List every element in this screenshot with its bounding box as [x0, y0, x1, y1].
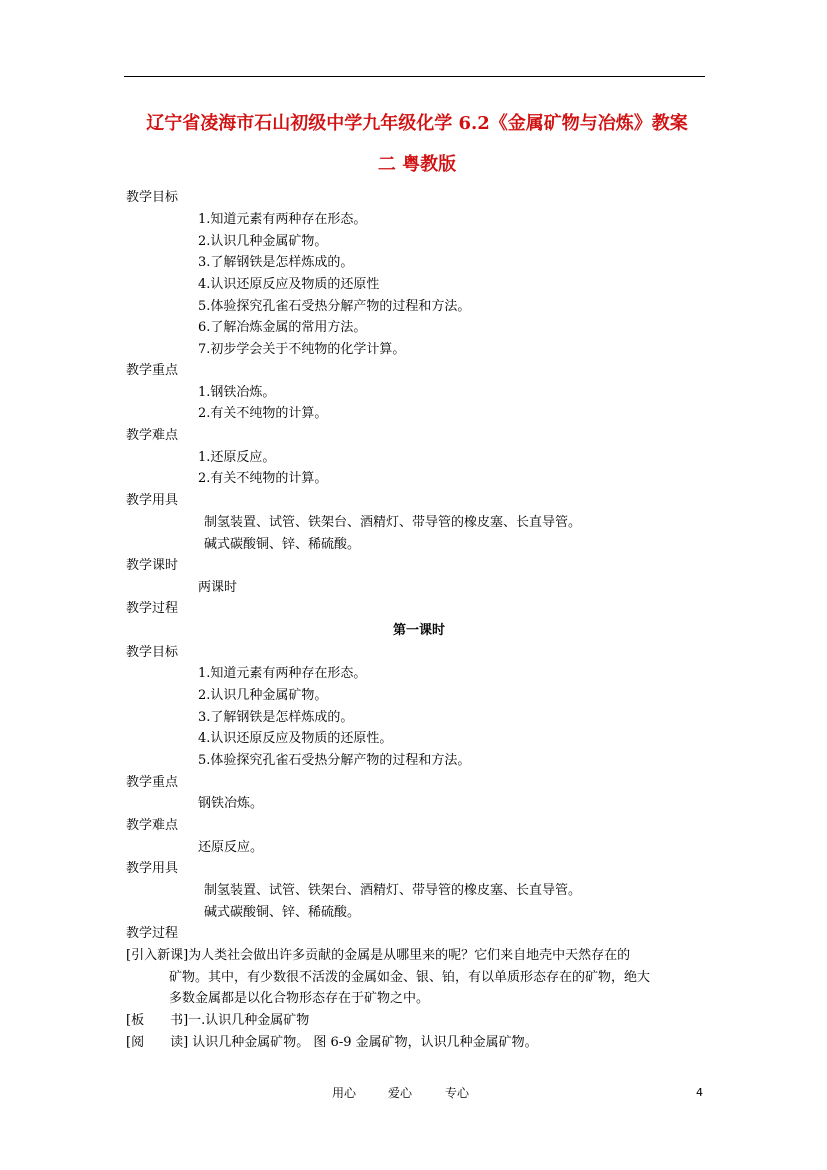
objective-item: 5.体验探究孔雀石受热分解产物的过程和方法。: [198, 299, 471, 314]
lesson-tools-item: 制氢装置、试管、铁架台、酒精灯、带导管的橡皮塞、长直导管。: [204, 883, 582, 898]
tools-item: 碱式碳酸铜、锌、稀硫酸。: [204, 537, 361, 552]
lesson-key-points-heading: 教学重点: [126, 775, 179, 790]
board-label: [板 书]: [126, 1013, 189, 1028]
lesson-key-point: 钢铁冶炼。: [198, 796, 264, 811]
lesson-process-heading: 教学过程: [126, 926, 179, 941]
page-number: 4: [696, 1086, 703, 1099]
objective-item: 4.认识还原反应及物质的还原性: [198, 277, 380, 292]
objective-item: 2.认识几种金属矿物。: [198, 234, 328, 249]
board-text: 一.认识几种金属矿物: [188, 1013, 310, 1028]
lesson-tools-item: 碱式碳酸铜、锌、稀硫酸。: [204, 905, 361, 920]
document-title-line-2: 二 粤教版: [377, 154, 457, 175]
reading-text: 认识几种金属矿物。 图 6-9 金属矿物，认识几种金属矿物。: [188, 1035, 538, 1050]
difficulty-item: 1.还原反应。: [198, 450, 276, 465]
key-point-item: 1.钢铁冶炼。: [198, 385, 276, 400]
objective-item: 6.了解冶炼金属的常用方法。: [198, 320, 367, 335]
footer-motto: 爱心: [388, 1086, 413, 1100]
footer-motto: 专心: [445, 1086, 470, 1100]
lesson-objective-item: 3.了解钢铁是怎样炼成的。: [198, 710, 354, 725]
key-points-heading: 教学重点: [126, 363, 179, 378]
lesson-1-title: 第一课时: [392, 623, 445, 638]
reading-note: [126, 1035, 538, 1051]
objective-item: 7.初步学会关于不纯物的化学计算。: [198, 342, 406, 357]
difficulty-item: 2.有关不纯物的计算。: [198, 471, 328, 486]
lesson-difficulty: 还原反应。: [198, 840, 264, 855]
lesson-tools-heading: 教学用具: [126, 861, 179, 876]
lesson-difficulties-heading: 教学难点: [126, 818, 179, 833]
document-title-line-1: 辽宁省凌海市石山初级中学九年级化学 6.2《金属矿物与冶炼》教案: [146, 113, 688, 134]
hours-value: 两课时: [198, 580, 238, 595]
footer-motto: 用心: [332, 1086, 357, 1100]
lesson-objective-item: 4.认识还原反应及物质的还原性。: [198, 731, 393, 746]
board-note: [126, 1013, 309, 1029]
key-point-item: 2.有关不纯物的计算。: [198, 406, 328, 421]
lesson-objective-item: 1.知道元素有两种存在形态。: [198, 666, 367, 681]
lesson-objective-item: 5.体验探究孔雀石受热分解产物的过程和方法。: [198, 753, 471, 768]
lesson-objective-item: 2.认识几种金属矿物。: [198, 688, 328, 703]
objectives-heading: 教学目标: [126, 190, 179, 205]
tools-heading: 教学用具: [126, 493, 179, 508]
process-heading: 教学过程: [126, 601, 179, 616]
objective-item: 1.知道元素有两种存在形态。: [198, 212, 367, 227]
lesson-objectives-heading: 教学目标: [126, 645, 179, 660]
tools-item: 制氢装置、试管、铁架台、酒精灯、带导管的橡皮塞、长直导管。: [204, 515, 582, 530]
intro-paragraph-line: [引入新课]为人类社会做出许多贡献的金属是从哪里来的呢？它们来自地壳中天然存在的: [126, 948, 631, 963]
intro-paragraph-line: 矿物。其中，有少数很不活泼的金属如金、银、铂，有以单质形态存在的矿物，绝大: [169, 970, 651, 985]
intro-paragraph-line: 多数金属都是以化合物形态存在于矿物之中。: [169, 991, 430, 1006]
header-rule: [124, 76, 705, 77]
hours-heading: 教学课时: [126, 558, 179, 573]
reading-label: [阅 读]: [126, 1035, 189, 1050]
difficulties-heading: 教学难点: [126, 428, 179, 443]
objective-item: 3.了解钢铁是怎样炼成的。: [198, 255, 354, 270]
